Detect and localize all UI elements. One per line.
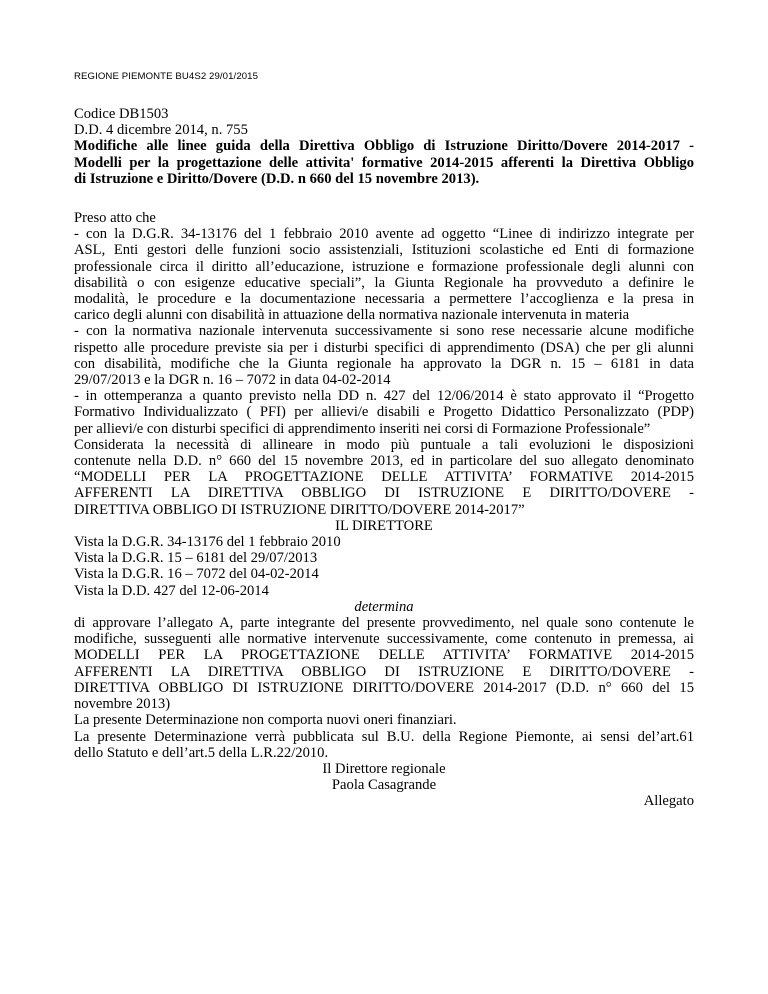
document-heading	[74, 106, 694, 187]
paragraph-line: per allievi/e con disturbi specifici di apprendimento inseriti nei corsi di Formazione Professionale”	[74, 420, 651, 437]
paragraph-line: modalità, le procedure e la documentazione necessaria a permettere l’accoglienza e la presa in	[74, 291, 694, 308]
paragraph-line: DIRETTIVA OBBLIGO DI ISTRUZIONE DIRITTO/DOVERE 2014-2017 (D.D. n° 660 del 15	[74, 679, 694, 696]
paragraph-line: La presente Determinazione verrà pubblicata sul B.U. della Regione Piemonte, ai sensi del’art.61	[74, 728, 694, 745]
paragraph-line: disabilità o con esigenze educative speciali”, la Giunta Regionale ha provveduto a definire le	[74, 274, 694, 291]
code-line: Codice DB1503	[74, 106, 169, 122]
vista-line: Vista la D.G.R. 16 – 7072 del 04-02-2014	[74, 566, 319, 583]
dd-line: D.D. 4 dicembre 2014, n. 755	[74, 122, 248, 139]
paragraph-line: con disabilità, modifiche che la Giunta regionale ha approvato la DGR n. 15 – 6181 in data	[74, 355, 694, 372]
paragraph-line: ASL, Enti gestori delle funzioni socio assistenziali, Istituzioni scolastiche ed Enti di formazione	[74, 242, 694, 259]
paragraph-line: modifiche, susseguenti alle normative intervenute successivamente, come contenuto in premessa, ai	[74, 631, 694, 648]
oneri-line: La presente Determinazione non comporta nuovi oneri finanziari.	[74, 712, 457, 729]
paragraph-line: Considerata la necessità di allineare in modo più puntuale a tali evoluzioni le disposizioni	[74, 436, 694, 453]
paragraph-line: - con la normativa nazionale intervenuta successivamente si sono rese necessarie alcune modifiche	[74, 323, 694, 340]
title-line: Modelli per la progettazione delle attivita' formative 2014-2015 afferenti la Direttiva Obbligo	[74, 154, 694, 171]
paragraph-line: di approvare l’allegato A, parte integrante del presente provvedimento, nel quale sono contenute le	[74, 615, 694, 632]
paragraph-line: carico degli alunni con disabilità in attuazione della normativa nazionale intervenuta in materia	[74, 307, 630, 324]
paragraph-line: 29/07/2013 e la DGR n. 16 – 7072 in data 04-02-2014	[74, 372, 391, 389]
paragraph-line: novembre 2013)	[74, 696, 171, 713]
preso-atto-line: Preso atto che	[74, 210, 156, 226]
paragraph-line: “MODELLI PER LA PROGETTAZIONE DELLE ATTIVITA’ FORMATIVE 2014-2015	[74, 469, 694, 486]
paragraph-line: contenute nella D.D. n° 660 del 15 novembre 2013, ed in particolare del suo allegato denominato	[74, 453, 694, 470]
signature-role: Il Direttore regionale	[322, 760, 446, 777]
document-body	[74, 210, 694, 810]
paragraph-line: rispetto alle procedure previste sia per i disturbi specifici di apprendimento (DSA) che per gli alunni	[74, 339, 694, 356]
paragraph-line: MODELLI PER LA PROGETTAZIONE DELLE ATTIVITA’ FORMATIVE 2014-2015	[74, 647, 694, 664]
il-direttore-heading: IL DIRETTORE	[335, 517, 433, 534]
title-line: di Istruzione e Diritto/Dovere (D.D. n 660 del 15 novembre 2013).	[74, 170, 480, 187]
paragraph-line: AFFERENTI LA DIRETTIVA OBBLIGO DI ISTRUZIONE E DIRITTO/DOVERE -	[74, 663, 694, 680]
paragraph-line: - in ottemperanza a quanto previsto nella DD n. 427 del 12/06/2014 è stato approvato il “Progetto	[74, 388, 694, 405]
paragraph-line: dello Statuto e dell’art.5 della L.R.22/2010.	[74, 744, 329, 761]
paragraph-line: DIRETTIVA OBBLIGO DI ISTRUZIONE DIRITTO/DOVERE 2014-2017”	[74, 501, 525, 518]
allegato-label: Allegato	[643, 793, 694, 810]
vista-line: Vista la D.G.R. 34-13176 del 1 febbraio 2010	[74, 534, 341, 551]
bulletin-header: REGIONE PIEMONTE BU4S2 29/01/2015	[74, 71, 259, 82]
paragraph-line: professionale circa il diritto all’educazione, istruzione e formazione professionale degli alunni con	[74, 258, 694, 275]
vista-line: Vista la D.D. 427 del 12-06-2014	[74, 582, 269, 599]
paragraph-line: Formativo Individualizzato ( PFI) per allievi/e disabili e Progetto Didattico Personalizzato (PDP)	[74, 404, 694, 421]
title-line: Modifiche alle linee guida della Direttiva Obbligo di Istruzione Diritto/Dovere 2014-2017 -	[74, 138, 694, 155]
signature-name: Paola Casagrande	[331, 777, 437, 794]
determina-heading: determina	[354, 598, 414, 615]
vista-line: Vista la D.G.R. 15 – 6181 del 29/07/2013	[74, 550, 318, 567]
paragraph-line: AFFERENTI LA DIRETTIVA OBBLIGO DI ISTRUZIONE E DIRITTO/DOVERE -	[74, 485, 694, 502]
paragraph-line: - con la D.G.R. 34-13176 del 1 febbraio 2010 avente ad oggetto “Linee di indirizzo integrate per	[74, 226, 694, 243]
